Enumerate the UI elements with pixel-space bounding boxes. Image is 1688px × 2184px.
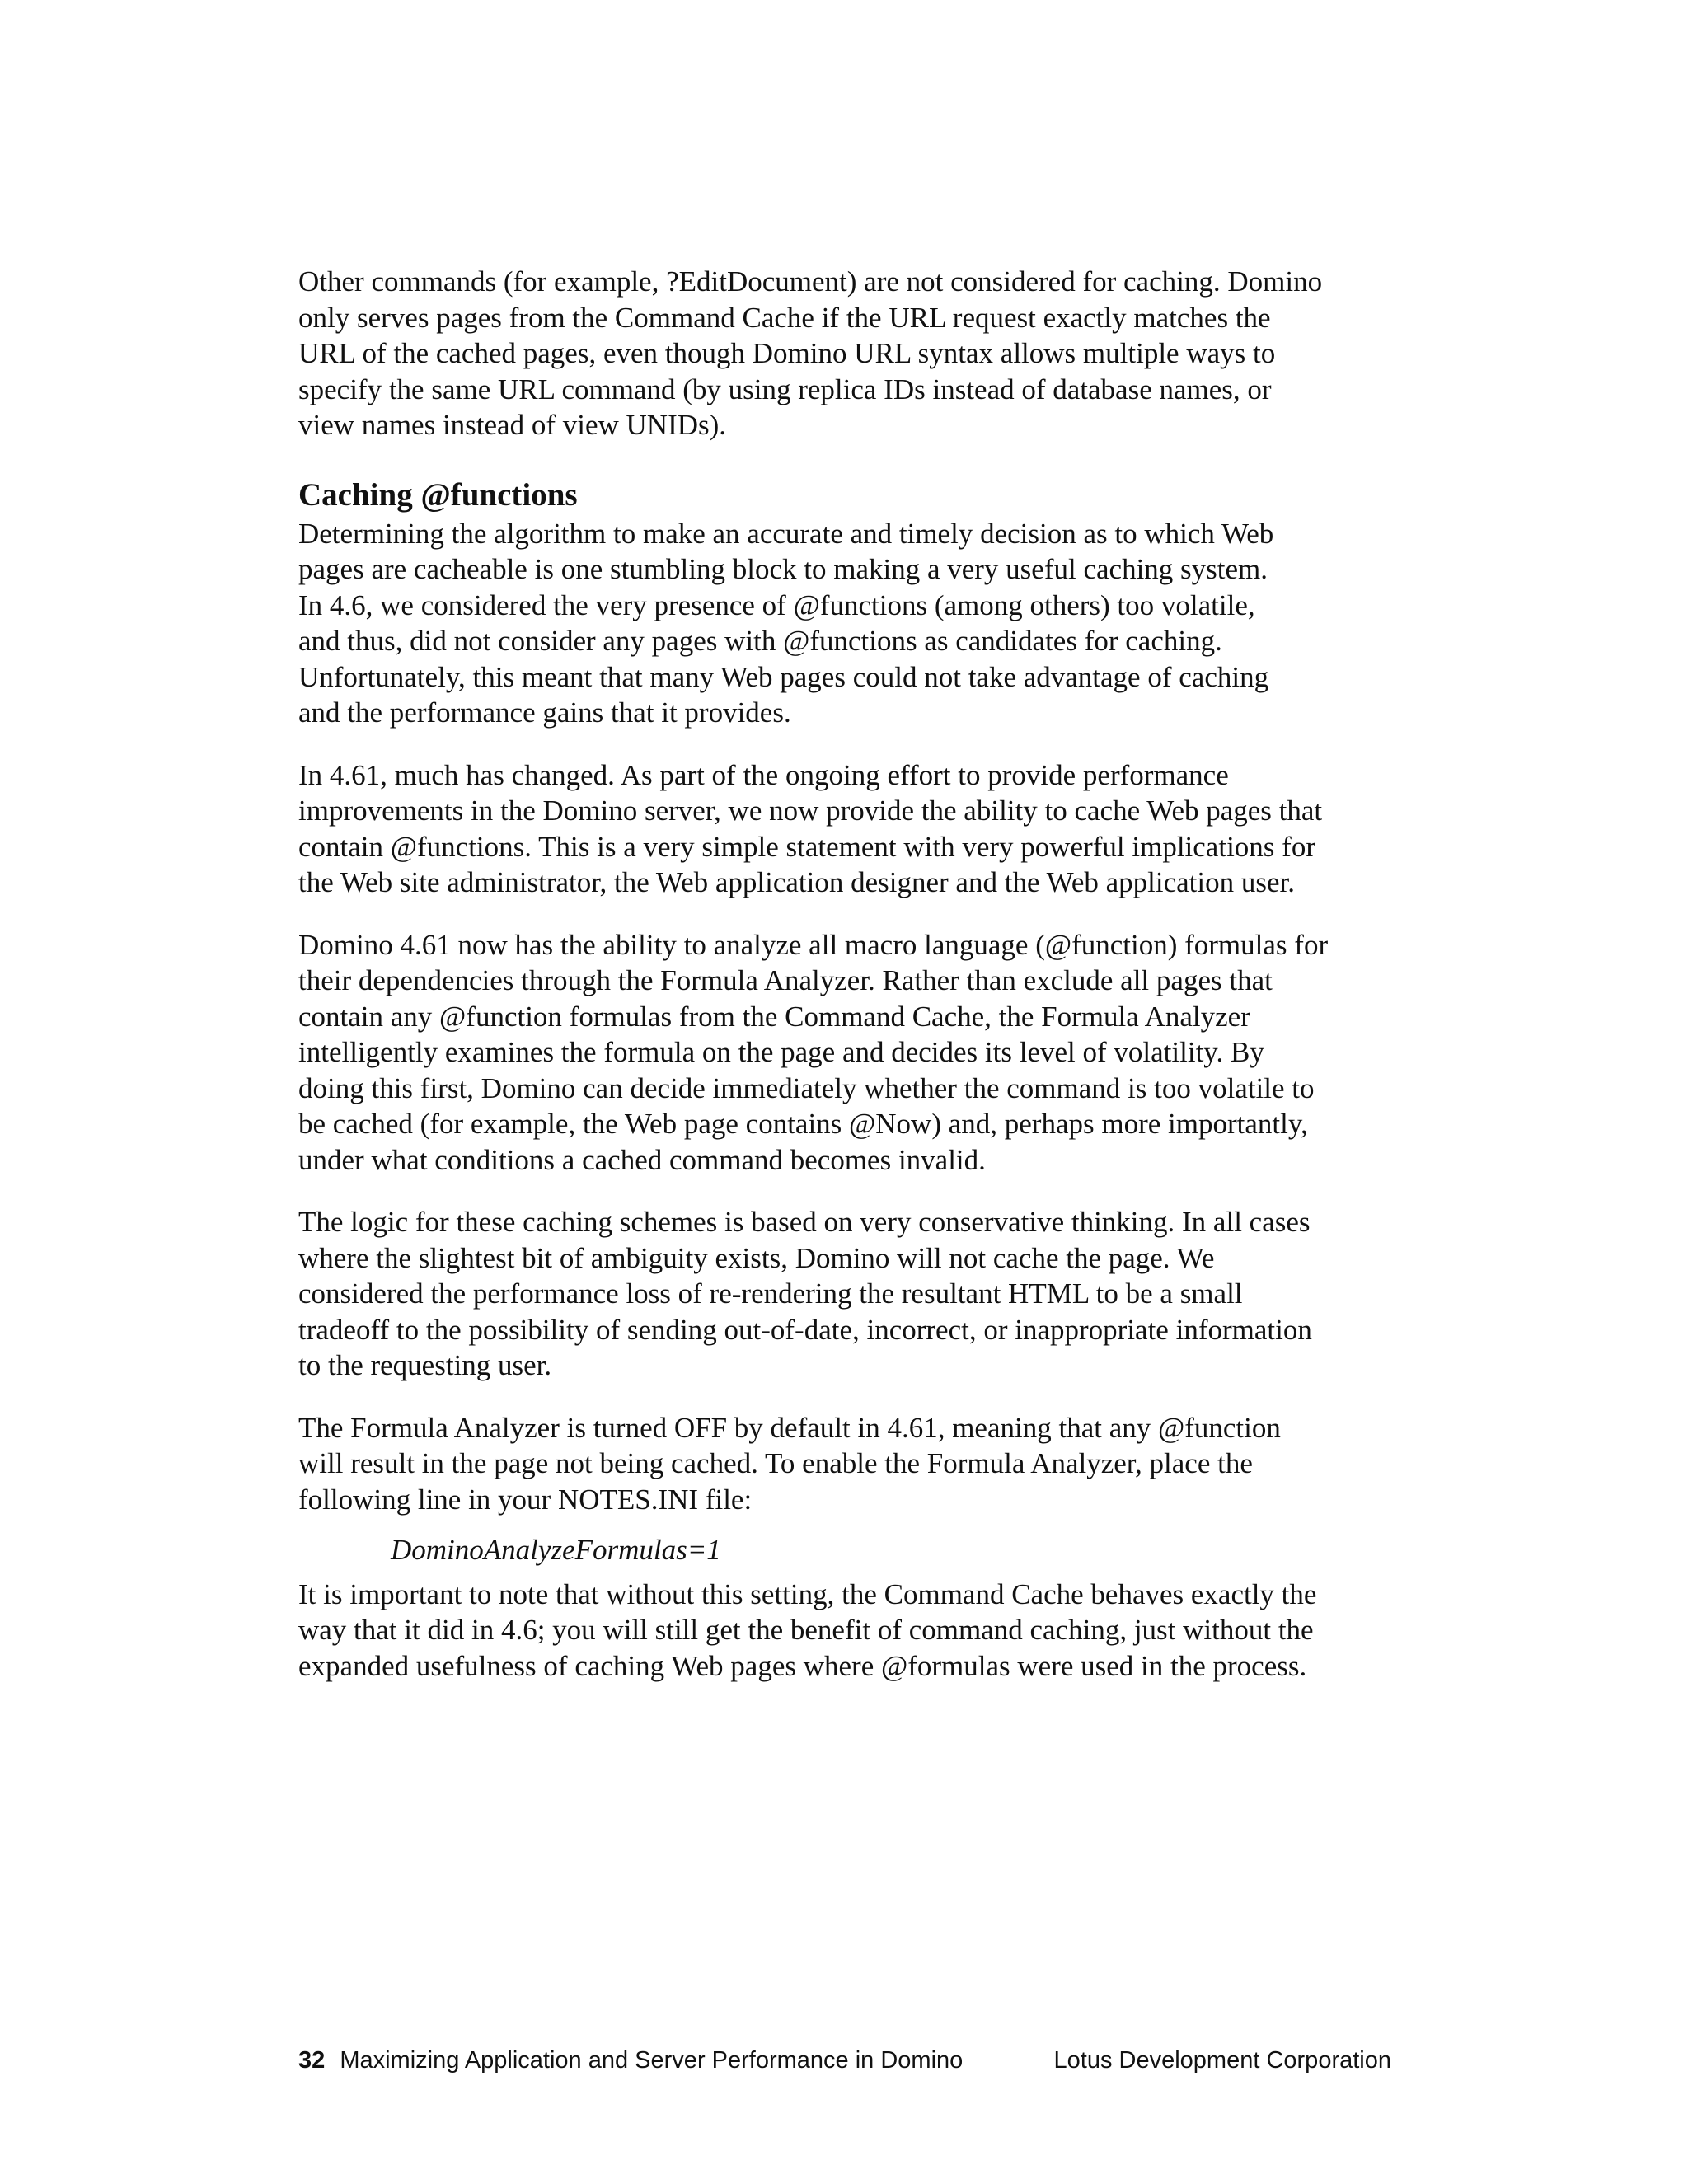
paragraph-formula-analyzer bbox=[298, 927, 1395, 1179]
text-line: to the requesting user. bbox=[298, 1349, 552, 1381]
section-heading: Caching @functions bbox=[298, 476, 578, 513]
text-line: be cached (for example, the Web page contains @Now) and, perhaps more importantly, bbox=[298, 1108, 1308, 1140]
publisher-name: Lotus Development Corporation bbox=[1053, 2047, 1391, 2074]
text-line: under what conditions a cached command becomes invalid. bbox=[298, 1143, 986, 1176]
text-line: URL of the cached pages, even though Domino URL syntax allows multiple ways to bbox=[298, 337, 1276, 369]
paragraph-command-cache bbox=[298, 264, 1395, 443]
paragraph-analyzer-default-off bbox=[298, 1410, 1395, 1518]
text-line: where the slightest bit of ambiguity exists, Domino will not cache the page. We bbox=[298, 1241, 1215, 1274]
text-line: It is important to note that without this setting, the Command Cache behaves exactly the bbox=[298, 1577, 1317, 1610]
text-line: In 4.61, much has changed. As part of the ongoing effort to provide performance bbox=[298, 758, 1229, 791]
text-line: In 4.6, we considered the very presence of @functions (among others) too volatile, bbox=[298, 588, 1255, 621]
paragraph-caching-logic bbox=[298, 1204, 1395, 1384]
text-line: their dependencies through the Formula Analyzer. Rather than exclude all pages that bbox=[298, 964, 1273, 996]
text-line: pages are cacheable is one stumbling block to making a very useful caching system. bbox=[298, 553, 1268, 585]
text-line: The logic for these caching schemes is based on very conservative thinking. In all cases bbox=[298, 1206, 1311, 1238]
text-line: contain @functions. This is a very simple statement with very powerful implications for bbox=[298, 830, 1315, 863]
text-line: specify the same URL command (by using replica IDs instead of database names, or bbox=[298, 373, 1272, 405]
text-line: Unfortunately, this meant that many Web pages could not take advantage of caching bbox=[298, 660, 1269, 693]
paragraph-setting-note bbox=[298, 1577, 1395, 1685]
text-line: tradeoff to the possibility of sending out-of-date, incorrect, or inappropriate information bbox=[298, 1313, 1312, 1346]
text-line: considered the performance loss of re-rendering the resultant HTML to be a small bbox=[298, 1277, 1243, 1310]
paragraph-461-changes bbox=[298, 757, 1395, 901]
text-line: way that it did in 4.6; you will still get the benefit of command caching, just without the bbox=[298, 1614, 1314, 1646]
text-line: the Web site administrator, the Web application designer and the Web application user. bbox=[298, 866, 1295, 898]
notes-ini-setting: DominoAnalyzeFormulas=1 bbox=[391, 1534, 721, 1566]
text-line: The Formula Analyzer is turned OFF by default in 4.61, meaning that any @function bbox=[298, 1411, 1281, 1444]
text-line: view names instead of view UNIDs). bbox=[298, 409, 727, 441]
page-number: 32 bbox=[298, 2047, 326, 2074]
text-line: Determining the algorithm to make an accurate and timely decision as to which Web bbox=[298, 517, 1274, 550]
paragraph-determining-algorithm bbox=[298, 516, 1395, 731]
page-footer bbox=[298, 2047, 1403, 2074]
text-line: intelligently examines the formula on the page and decides its level of volatility. By bbox=[298, 1036, 1264, 1068]
text-line: will result in the page not being cached. To enable the Formula Analyzer, place the bbox=[298, 1447, 1253, 1479]
text-line: Other commands (for example, ?EditDocument) are not considered for caching. Domino bbox=[298, 265, 1323, 298]
text-line: expanded usefulness of caching Web pages where @formulas were used in the process. bbox=[298, 1649, 1307, 1682]
text-line: and thus, did not consider any pages with @functions as candidates for caching. bbox=[298, 625, 1222, 657]
text-line: contain any @function formulas from the Command Cache, the Formula Analyzer bbox=[298, 1000, 1250, 1033]
book-title: Maximizing Application and Server Performance in Domino bbox=[340, 2047, 964, 2074]
text-line: and the performance gains that it provides. bbox=[298, 696, 791, 729]
text-line: following line in your NOTES.INI file: bbox=[298, 1483, 753, 1516]
text-line: doing this first, Domino can decide immediately whether the command is too volatile to bbox=[298, 1071, 1315, 1104]
text-line: Domino 4.61 now has the ability to analyze all macro language (@function) formulas for bbox=[298, 928, 1329, 961]
text-line: improvements in the Domino server, we now provide the ability to cache Web pages that bbox=[298, 794, 1323, 827]
page-body bbox=[298, 264, 1395, 1710]
text-line: only serves pages from the Command Cache if the URL request exactly matches the bbox=[298, 301, 1271, 334]
